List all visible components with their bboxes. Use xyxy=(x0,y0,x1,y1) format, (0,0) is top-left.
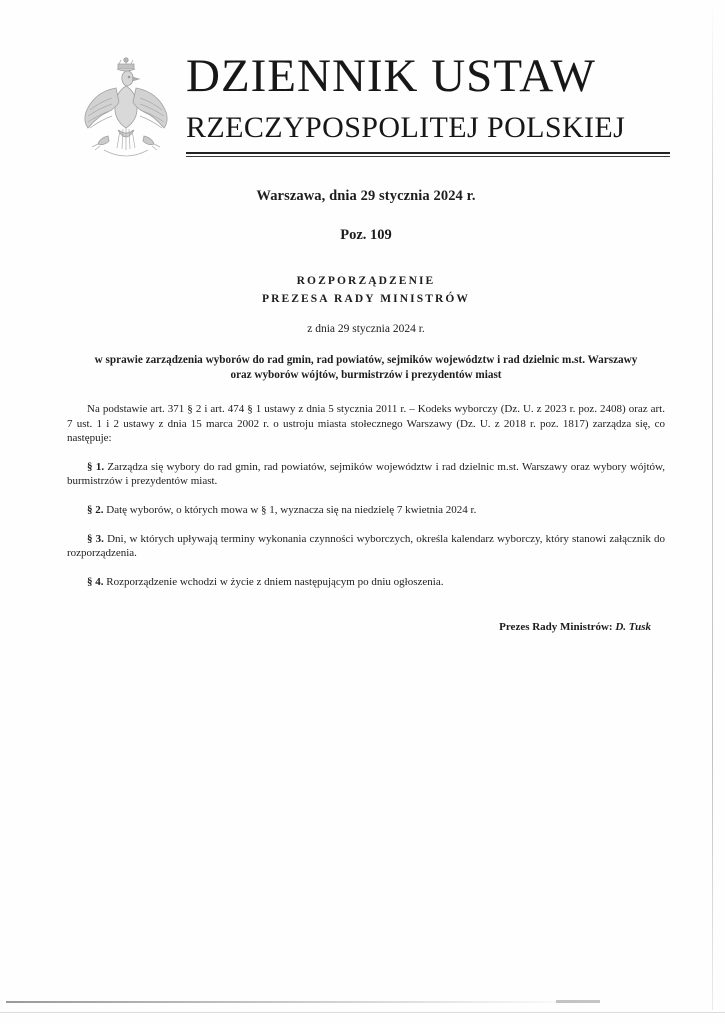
gazette-title-primary: DZIENNIK USTAW xyxy=(186,50,596,102)
scan-edge-bottom xyxy=(6,1001,582,1003)
signature-name: D. Tusk xyxy=(615,621,651,634)
section-marker-2: § 2. xyxy=(87,503,104,516)
section-paragraph-1 xyxy=(67,460,665,489)
preamble-paragraph xyxy=(67,402,665,446)
masthead-rule-thick xyxy=(186,152,670,154)
preamble-text: Na podstawie art. 371 § 2 i art. 474 § 1 ustawy z dnia 5 stycznia 2011 r. – Kodeks wyborczy (Dz. U. z 2023 r. poz. 2408) oraz art. 7 ust. 1 i 2 ustawy z dnia 15 marca 2002 r. o ustroju miasta stołecznego Warszawy (Dz. U. z 2018 r. poz. 1817) zarządza się, co następuje: xyxy=(67,403,665,445)
section-text-4: Rozporządzenie wchodzi w życie z dniem następującym po dniu ogłoszenia. xyxy=(106,575,444,588)
polish-eagle-emblem xyxy=(74,50,178,168)
issue-place-and-date: Warszawa, dnia 29 stycznia 2024 r. xyxy=(256,188,476,204)
scan-artifact-corner xyxy=(556,1000,600,1003)
section-text-2: Datę wyborów, o których mowa w § 1, wyznacza się na niedzielę 7 kwietnia 2024 r. xyxy=(106,503,477,516)
masthead xyxy=(0,48,725,170)
section-marker-4: § 4. xyxy=(87,575,104,588)
section-marker-3: § 3. xyxy=(87,532,104,545)
section-paragraph-4 xyxy=(67,575,665,590)
act-subject-line-2: oraz wyborów wójtów, burmistrzów i prezydentów miast xyxy=(230,369,502,381)
act-kind: ROZPORZĄDZENIE xyxy=(296,275,436,287)
section-paragraph-3 xyxy=(67,532,665,561)
gazette-title-secondary: RZECZYPOSPOLITEJ POLSKIEJ xyxy=(186,111,626,144)
issue-position: Poz. 109 xyxy=(340,227,392,243)
scan-edge-bottom-line xyxy=(0,1012,725,1013)
section-paragraph-2 xyxy=(67,503,665,518)
scan-edge-right xyxy=(712,0,713,1010)
masthead-rule-thin xyxy=(186,156,670,157)
act-subject xyxy=(67,353,665,383)
signature-block xyxy=(67,620,665,635)
act-subject-line-1: w sprawie zarządzenia wyborów do rad gmin, rad powiatów, sejmików województw i rad dzielnic m.st. Warszawy xyxy=(94,354,638,366)
masthead-titles xyxy=(186,48,672,157)
section-marker-1: § 1. xyxy=(87,460,105,473)
document-content xyxy=(67,186,665,635)
act-authority: PREZESA RADY MINISTRÓW xyxy=(261,293,471,305)
section-text-3: Dni, w których upływają terminy wykonania czynności wyborczych, określa kalendarz wyborczy, który stanowi załącznik do rozporządzenia. xyxy=(67,532,666,560)
signature-title: Prezes Rady Ministrów: xyxy=(499,621,613,634)
section-text-1: Zarządza się wybory do rad gmin, rad powiatów, sejmików województw i rad dzielnic m.st. Warszawy oraz wybory wójtów, burmistrzów i prezydentów miast. xyxy=(67,460,666,488)
act-date: z dnia 29 stycznia 2024 r. xyxy=(307,323,425,335)
